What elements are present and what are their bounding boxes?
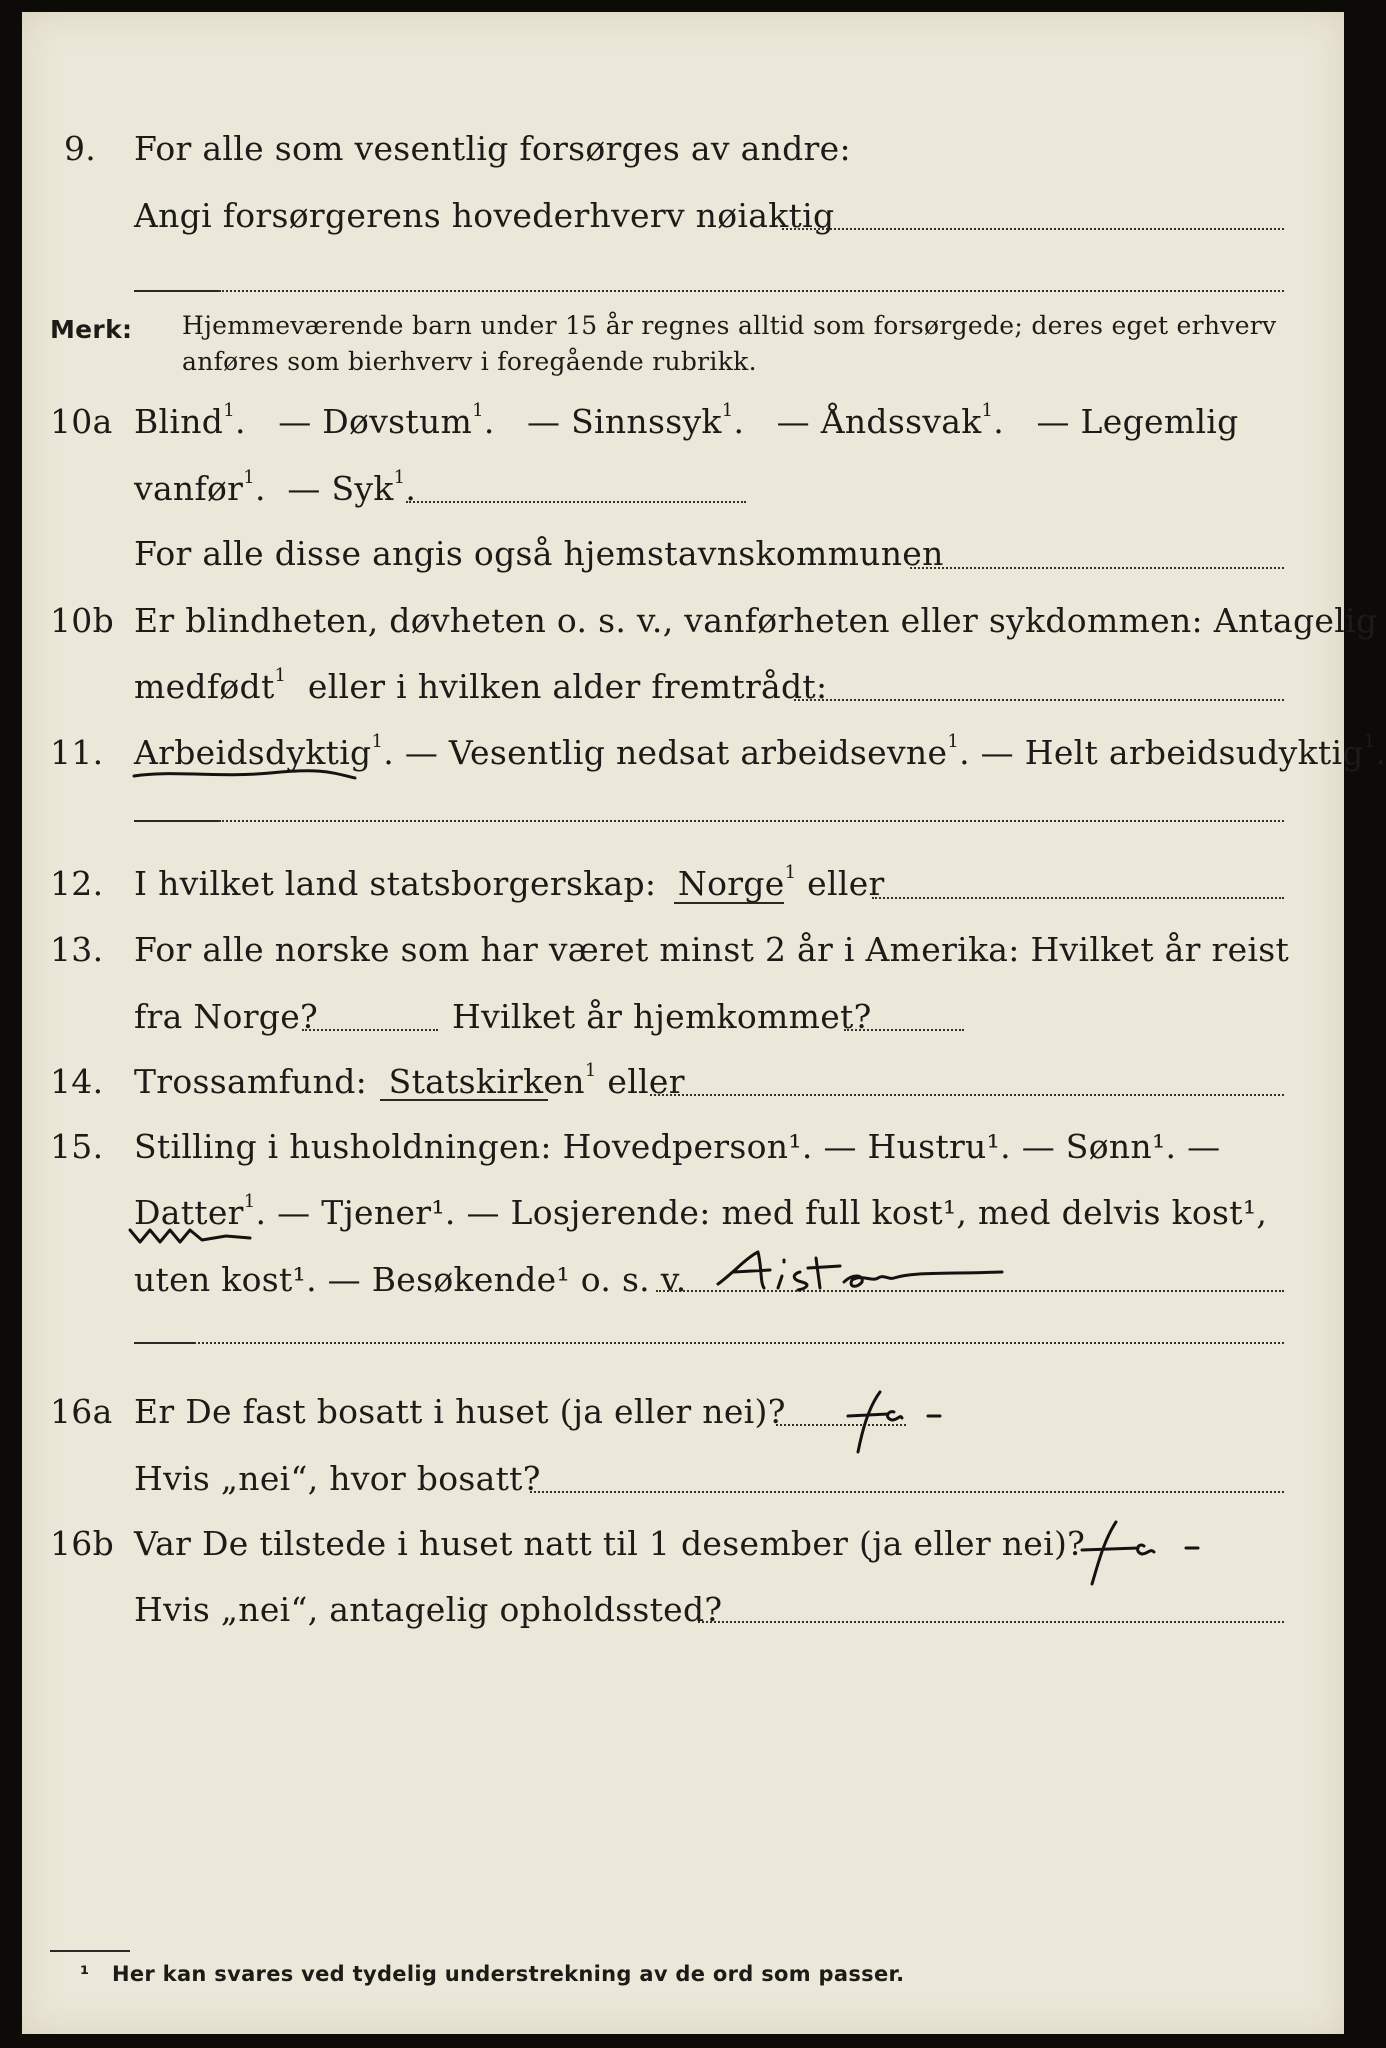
merk-label: Merk:: [50, 315, 133, 344]
q15-number: 15.: [50, 1127, 104, 1166]
q16a-line1: Er De fast bosatt i huset (ja eller nei)?: [134, 1392, 786, 1431]
q16a-line2: Hvis „nei“, hvor bosatt?: [134, 1459, 541, 1498]
q10a-line2: vanfør$^1$. — Syk$^1$.: [134, 467, 417, 508]
q10b-line1: Er blindheten, døvheten o. s. v., vanførheten eller sykdommen: Antagelig: [134, 601, 1378, 640]
q16b-handwritten-answer: [1058, 1512, 1238, 1592]
q16a-bosatt-line: [530, 1491, 1284, 1493]
q14-line: Trossamfund: Statskirken$^1$ eller: [134, 1060, 685, 1101]
q14-number: 14.: [50, 1062, 104, 1101]
q11-arbeidsdyktig: Arbeidsdyktig: [134, 733, 372, 772]
q12-eller: eller: [807, 864, 885, 903]
q10a-vanfor: vanfør: [134, 469, 244, 508]
q10a-blind: Blind: [134, 402, 224, 441]
q11-divider: [219, 820, 1284, 822]
q15-line2: Datter$^1$. — Tjener¹. — Losjerende: med full kost¹, med delvis kost¹,: [134, 1191, 1268, 1232]
q11-udyktig: — Helt arbeidsudyktig: [980, 733, 1364, 772]
q11-nedsat: — Vesentlig nedsat arbeidsevne: [404, 733, 948, 772]
q10a-syk-line: [406, 501, 746, 503]
q9-line2: Angi forsørgerens hovederhverv nøiaktig: [134, 196, 835, 235]
q16b-opholdssted-line: [698, 1621, 1284, 1623]
q10a-line3: For alle disse angis også hjemstavnskommunen: [134, 534, 944, 573]
q12-line: I hvilket land statsborgerskap: Norge$^1$ eller: [134, 862, 885, 903]
q12-norge: Norge: [677, 864, 785, 903]
q16b-number: 16b: [50, 1524, 115, 1563]
q14-statskirken: Statskirken: [388, 1062, 585, 1101]
census-form-page: [22, 12, 1386, 2034]
q14-eller: eller: [607, 1062, 685, 1101]
q10a-number: 10a: [50, 402, 113, 441]
q15-handwritten-answer: [712, 1238, 1032, 1300]
q13-hjemkommet: Hvilket år hjemkommet?: [452, 997, 872, 1036]
merk-line2: anføres som bierhverv i foregående rubrikk.: [182, 347, 757, 376]
q10a-andssvak: — Åndssvak: [776, 402, 982, 441]
q9-number: 9.: [64, 129, 97, 168]
q9-divider: [219, 290, 1284, 292]
footnote-text: Her kan svares ved tydelig understrekning av de ord som passer.: [112, 1962, 905, 1986]
q10a-hjemstavn-line: [910, 567, 1284, 569]
q13-fra-norge: fra Norge?: [134, 997, 319, 1036]
q12-norge-underline: [674, 902, 784, 904]
q9-answer-line: [782, 228, 1284, 230]
q15-divider: [194, 1342, 1284, 1344]
q15-line3: uten kost¹. — Besøkende¹ o. s. v.: [134, 1260, 687, 1299]
q11-number: 11.: [50, 733, 104, 772]
q16a-handwritten-answer: [818, 1382, 958, 1462]
q16b-line2: Hvis „nei“, antagelig opholdssted?: [134, 1590, 723, 1629]
q16b-line1: Var De tilstede i huset natt til 1 desember (ja eller nei)?: [134, 1524, 1086, 1563]
footnote-rule: [50, 1950, 130, 1952]
q12-text: I hvilket land statsborgerskap:: [134, 864, 657, 903]
q9-divider-start: [134, 290, 219, 292]
q16a-number: 16a: [50, 1392, 113, 1431]
q10b-line2: medfødt$^1$ eller i hvilken alder fremtrådt:: [134, 665, 828, 706]
q10a-sinnssyk: — Sinnssyk: [527, 402, 722, 441]
q10a-line1: Blind$^1$. — Døvstum$^1$. — Sinnssyk$^1$. — Åndssvak$^1$. — Legemlig: [134, 400, 1239, 441]
q10b-medfodt: medfødt: [134, 667, 275, 706]
q15-datter-underline-mark: [126, 1222, 256, 1248]
q11-line1: Arbeidsdyktig$^1$. — Vesentlig nedsat arbeidsevne$^1$. — Helt arbeidsudyktig$^1$.: [134, 731, 1386, 772]
q13-line1: For alle norske som har været minst 2 år i Amerika: Hvilket år reist: [134, 930, 1290, 969]
q12-answer-line: [872, 897, 1284, 899]
q9-line1: For alle som vesentlig forsørges av andre:: [134, 129, 851, 168]
q11-underline-mark: [130, 764, 360, 788]
q15-datter: Datter: [134, 1193, 244, 1232]
q15-line1: Stilling i husholdningen: Hovedperson¹. — Hustru¹. — Sønn¹. —: [134, 1127, 1221, 1166]
q15-divider-start: [134, 1342, 194, 1344]
q11-divider-start: [134, 820, 219, 822]
footnote-mark: ¹: [80, 1962, 90, 1986]
q10b-answer-line: [794, 699, 1284, 701]
q15-line2-rest: — Tjener¹. — Losjerende: med full kost¹, med delvis kost¹,: [277, 1193, 1268, 1232]
q10a-syk: — Syk: [287, 469, 394, 508]
q12-number: 12.: [50, 864, 104, 903]
q14-text: Trossamfund:: [134, 1062, 368, 1101]
q10b-alder: eller i hvilken alder fremtrådt:: [307, 667, 828, 706]
q10a-legemlig: — Legemlig: [1036, 402, 1239, 441]
q14-statskirken-underline: [380, 1099, 548, 1101]
q10b-number: 10b: [50, 601, 115, 640]
q14-answer-line: [650, 1094, 1284, 1096]
q13-number: 13.: [50, 930, 104, 969]
q13-hjemkommet-line: [844, 1029, 964, 1031]
merk-line1: Hjemmeværende barn under 15 år regnes alltid som forsørgede; deres eget erhverv: [182, 311, 1277, 340]
q10a-dovstum: — Døvstum: [278, 402, 473, 441]
q13-reist-line: [302, 1029, 438, 1031]
